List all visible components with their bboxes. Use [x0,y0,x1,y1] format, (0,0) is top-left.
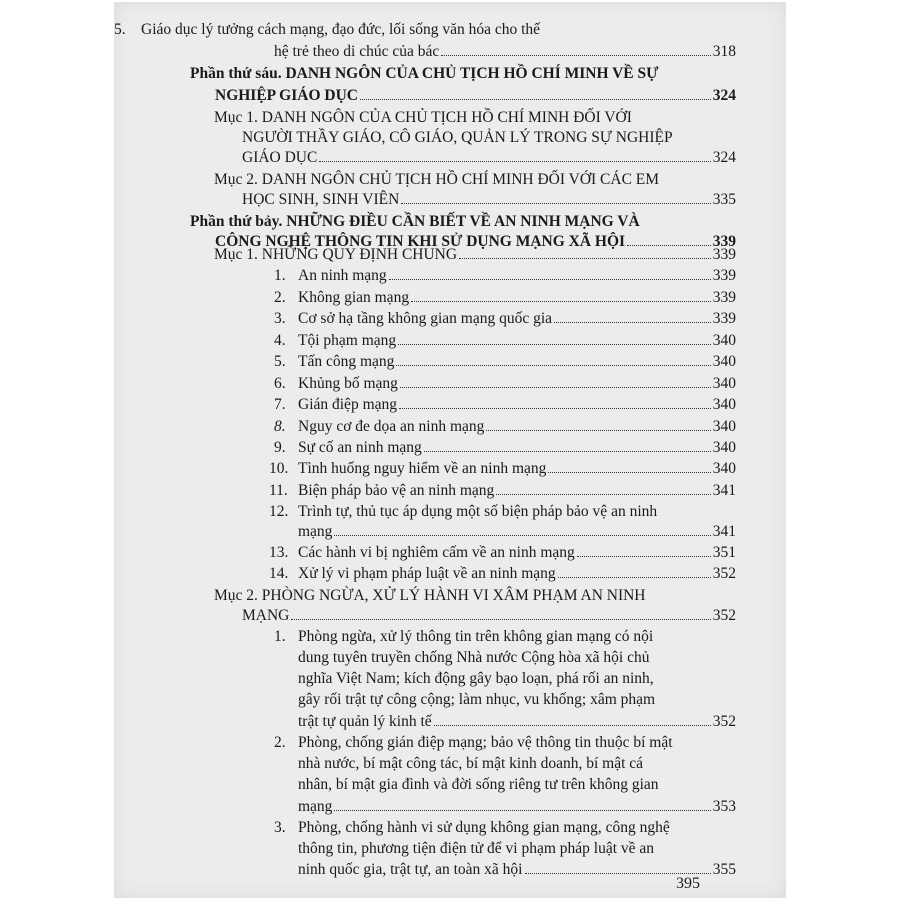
entry-number: 12. [269,503,289,520]
entry-title: Giáo dục lý tưởng cách mạng, đạo đức, lối sống văn hóa cho thế [141,21,541,38]
toc-entry[interactable] [242,148,736,168]
page-number: 395 [676,875,700,892]
dot-leader [400,387,711,388]
entry-title: Sự cố an ninh mạng [298,439,422,456]
entry-page-number: 355 [712,861,736,878]
entry-title: Trình tự, thủ tục áp dụng một số biện pháp bảo vệ an ninh [298,503,658,520]
dot-leader [399,408,711,409]
entry-title: Tình huống nguy hiểm về an ninh mạng [298,460,547,477]
entry-number: 10. [269,460,289,477]
entry-title: An ninh mạng [298,267,387,284]
entry-page-number: 339 [712,233,736,250]
entry-title: Tấn công mạng [298,353,395,370]
entry-page-number: 340 [712,439,736,456]
dot-leader [434,725,711,726]
entry-title: Không gian mạng [298,289,410,306]
toc-entry-line [298,754,643,774]
entry-number: 4. [274,332,286,349]
entry-title: Mục 1. DANH NGÔN CỦA CHỦ TỊCH HỒ CHÍ MINH ĐỐI VỚI [214,109,632,126]
dot-leader [396,365,710,366]
toc-entry[interactable] [242,190,736,210]
toc-entry-line [214,170,659,190]
entry-page-number: 340 [712,418,736,435]
entry-title: dung tuyên truyền chống Nhà nước Cộng hòa xã hội chủ [298,649,650,666]
entry-title: nghĩa Việt Nam; kích động gây bạo loạn, phá rối an ninh, [298,670,654,687]
entry-page-number: 352 [712,713,736,730]
entry-title: mạng [298,523,333,540]
toc-entry-line [298,839,654,859]
entry-number: 1. [274,267,286,284]
entry-title: mạng [298,798,333,815]
entry-page-number: 339 [712,289,736,306]
toc-entry[interactable] [298,564,736,584]
dot-leader [525,873,711,874]
toc-entry[interactable] [298,288,736,308]
entry-title: Các hành vi bị nghiêm cấm về an ninh mạng [298,544,575,561]
toc-entry-line [298,669,654,689]
entry-title: Phòng, chống gián điệp mạng; bảo vệ thông tin thuộc bí mật [298,734,673,751]
toc-entry-line [214,586,646,606]
toc-entry[interactable] [242,606,736,626]
entry-title: nhà nước, bí mật công tác, bí mật kinh doanh, bí mật cá [298,755,644,772]
entry-number: 8. [274,418,286,435]
toc-entry[interactable] [215,86,736,106]
toc-entry[interactable] [298,352,736,372]
table-of-contents [114,2,786,898]
entry-title: HỌC SINH, SINH VIÊN [242,191,400,208]
entry-title: Phòng, chống hành vi sử dụng không gian mạng, công nghệ [298,819,670,836]
entry-title: Xử lý vi phạm pháp luật về an ninh mạng [298,565,556,582]
toc-entry-line [298,690,655,710]
entry-page-number: 340 [712,460,736,477]
toc-entry[interactable] [298,266,736,286]
entry-number: 5. [274,353,286,370]
entry-title: Gián điệp mạng [298,396,398,413]
toc-entry[interactable] [298,860,736,880]
entry-page-number: 339 [712,310,736,327]
entry-title: Mục 2. PHÒNG NGỪA, XỬ LÝ HÀNH VI XÂM PHẠM AN NINH [214,587,646,604]
dot-leader [441,55,711,56]
toc-entry[interactable] [298,309,736,329]
entry-page-number: 340 [712,353,736,370]
dot-leader [360,99,711,100]
entry-page-number: 352 [712,565,736,582]
entry-title: Cơ sở hạ tầng không gian mạng quốc gia [298,310,553,327]
toc-entry[interactable] [298,797,736,817]
dot-leader [486,430,710,431]
dot-leader [496,494,710,495]
toc-entry-line [298,502,657,522]
entry-page-number: 324 [712,149,736,166]
toc-entry-line [141,20,540,40]
toc-entry-line [298,733,673,753]
entry-title: Biện pháp bảo vệ an ninh mạng [298,482,495,499]
entry-title: Phần thứ sáu. DANH NGÔN CỦA CHỦ TỊCH HỒ CHÍ MINH VỀ SỰ [190,65,659,82]
entry-title: Khủng bố mạng [298,375,398,392]
toc-entry-line [298,627,653,647]
toc-entry[interactable] [298,522,736,542]
entry-page-number: 324 [712,87,736,104]
toc-entry[interactable] [298,459,736,479]
entry-page-number: 341 [712,482,736,499]
entry-number: 7. [274,396,286,413]
dot-leader [548,472,710,473]
entry-number: 11. [269,482,288,499]
dot-leader [411,301,711,302]
dot-leader [554,322,711,323]
entry-page-number: 340 [712,396,736,413]
entry-title: nhân, bí mật gia đình và đời sống riêng tư trên không gian [298,776,659,793]
dot-leader [424,451,711,452]
dot-leader [401,203,710,204]
toc-entry[interactable] [298,481,736,501]
toc-entry[interactable] [214,245,736,265]
entry-number: 13. [269,544,289,561]
toc-entry[interactable] [298,712,736,732]
entry-title: NGHIỆP GIÁO DỤC [215,87,358,104]
entry-title: hệ trẻ theo di chúc của bác [274,43,440,60]
entry-number: 5. [114,21,126,38]
toc-entry-line [298,775,659,795]
toc-entry[interactable] [298,543,736,563]
dot-leader [398,344,711,345]
entry-title: thông tin, phương tiện điện tử để vi phạm pháp luật về an [298,840,655,857]
entry-number: 1. [274,628,286,645]
dot-leader [319,161,710,162]
toc-entry[interactable] [298,438,736,458]
entry-title: NGƯỜI THẦY GIÁO, CÔ GIÁO, QUẢN LÝ TRONG SỰ NGHIỆP [242,129,673,146]
entry-number: 14. [269,565,289,582]
dot-leader [459,258,711,259]
entry-title: Nguy cơ đe dọa an ninh mạng [298,418,485,435]
dot-leader [291,619,710,620]
dot-leader [334,810,710,811]
entry-title: gây rối trật tự công cộng; làm nhục, vu khống; xâm phạm [298,691,656,708]
toc-entry-line [298,818,670,838]
entry-number: 3. [274,310,286,327]
entry-title: Mục 1. NHỮNG QUY ĐỊNH CHUNG [214,246,458,263]
entry-number: 6. [274,375,286,392]
entry-number: 9. [274,439,286,456]
book-page [114,2,786,898]
entry-page-number: 341 [712,523,736,540]
entry-title: Mục 2. DANH NGÔN CHỦ TỊCH HỒ CHÍ MINH ĐỐI VỚI CÁC EM [214,171,660,188]
toc-entry[interactable] [298,374,736,394]
toc-entry[interactable] [298,395,736,415]
entry-page-number: 339 [712,246,736,263]
entry-page-number: 318 [712,43,736,60]
entry-page-number: 339 [712,267,736,284]
entry-page-number: 335 [712,191,736,208]
entry-title: ninh quốc gia, trật tự, an toàn xã hội [298,861,523,878]
entry-title: CÔNG NGHỆ THÔNG TIN KHI SỬ DỤNG MẠNG XÃ HỘI [215,233,626,250]
entry-number: 2. [274,289,286,306]
toc-entry[interactable] [298,331,736,351]
entry-page-number: 340 [712,375,736,392]
toc-entry-line [190,64,658,84]
entry-page-number: 352 [712,607,736,624]
entry-title: Phần thứ bảy. NHỮNG ĐIỀU CẦN BIẾT VỀ AN NINH MẠNG VÀ [190,213,640,230]
entry-number: 2. [274,734,286,751]
toc-entry-line [298,648,650,668]
entry-title: trật tự quản lý kinh tế [298,713,432,730]
entry-title: Phòng ngừa, xử lý thông tin trên không gian mạng có nội [298,628,654,645]
entry-page-number: 351 [712,544,736,561]
dot-leader [577,556,711,557]
entry-title: Tội phạm mạng [298,332,397,349]
entry-title: MẠNG [242,607,290,624]
toc-entry-line [214,108,632,128]
entry-page-number: 353 [712,798,736,815]
entry-title: GIÁO DỤC [242,149,318,166]
toc-entry[interactable] [298,417,736,437]
toc-entry-line [242,128,673,148]
dot-leader [334,535,710,536]
entry-number: 3. [274,819,286,836]
dot-leader [389,279,711,280]
dot-leader [558,577,711,578]
toc-entry-line [190,212,640,232]
toc-entry[interactable] [274,42,736,62]
entry-page-number: 340 [712,332,736,349]
